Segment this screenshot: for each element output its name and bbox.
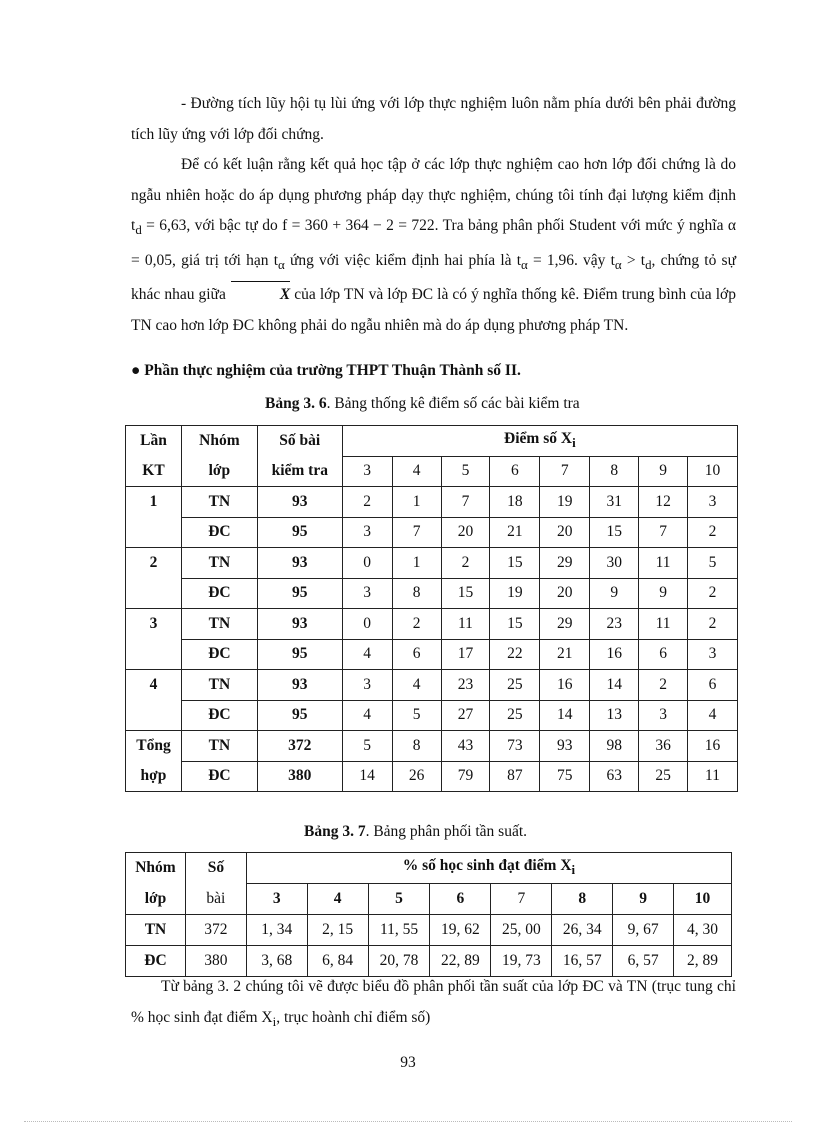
text-segment: Từ bảng 3. 2 chúng tôi vẽ được biểu đồ phân phối tần suất của lớp ĐC và TN (trục tung chỉ % học sinh đạt điểm X — [131, 978, 736, 1026]
cell-value: 73 — [490, 731, 540, 762]
caption-label: Bảng 3. 7 — [304, 823, 366, 840]
frequency-distribution-table — [125, 852, 732, 977]
header-text: % số học sinh đạt điểm X — [402, 857, 572, 875]
cell-value: 5 — [392, 700, 441, 731]
cell-count: 372 — [185, 915, 246, 946]
header-kiem-tra: kiểm tra — [257, 456, 342, 487]
cell-value: 4 — [392, 670, 441, 701]
header-nhom: Nhóm — [181, 426, 257, 457]
cell-value: 20 — [540, 517, 590, 548]
cell-value: 16 — [688, 731, 738, 762]
cell-value: 25 — [490, 670, 540, 701]
cell-value: 3 — [342, 578, 392, 609]
col-score: 10 — [688, 456, 738, 487]
cell-value: 15 — [590, 517, 639, 548]
cell-count: 95 — [257, 700, 342, 731]
subscript: α — [278, 256, 285, 272]
text-segment: Để có kết luận rằng kết quả học tập ở các lớp thực nghiệm cao hơn lớp đối chứng là do ngẫu nhiên hoặc do áp dụng phương pháp dạy thực nghiệm, chúng tôi tính đại lượng kiểm định t — [131, 156, 736, 234]
subscript: α — [614, 256, 622, 272]
cell-value: 1, 34 — [246, 915, 307, 946]
cell-value: 0 — [342, 548, 392, 579]
paragraph-text: - Đường tích lũy hội tụ lùi ứng với lớp thực nghiệm luôn nằm phía dưới bên phải đường tích lũy ứng với lớp đối chứng. — [131, 95, 736, 143]
header-bai: bài — [185, 884, 246, 915]
cell-value: 25 — [490, 700, 540, 731]
cell-value: 6, 57 — [613, 946, 674, 977]
cell-value: 15 — [490, 609, 540, 640]
cell-value: 14 — [540, 700, 590, 731]
cell-value: 11 — [688, 761, 738, 792]
col-score: 10 — [674, 884, 732, 915]
cell-value: 22, 89 — [430, 946, 491, 977]
table-row — [126, 609, 738, 640]
table-row — [126, 700, 738, 731]
cell-value: 15 — [441, 578, 490, 609]
cell-value: 4 — [342, 700, 392, 731]
table-header-row — [126, 456, 738, 487]
cell-group: ĐC — [126, 946, 186, 977]
table-header-row — [126, 884, 732, 915]
cell-count: 93 — [257, 487, 342, 518]
cell-value: 6, 84 — [307, 946, 368, 977]
cell-value: 2 — [639, 670, 688, 701]
cell-value: 26 — [392, 761, 441, 792]
cell-value: 23 — [590, 609, 639, 640]
cell-value: 19 — [490, 578, 540, 609]
row-group-label: 3 — [126, 609, 182, 640]
subscript: d — [645, 256, 652, 272]
cell-value: 2, 15 — [307, 915, 368, 946]
text-segment: , trục hoành chỉ điểm số) — [276, 1008, 431, 1026]
col-score: 6 — [430, 884, 491, 915]
cell-count: 95 — [257, 578, 342, 609]
paragraph-t-test — [131, 150, 736, 341]
cell-value: 9 — [639, 578, 688, 609]
cell-value: 5 — [342, 731, 392, 762]
text-segment: ứng với việc kiểm định hai phía là t — [284, 251, 522, 269]
cell-value: 7 — [639, 517, 688, 548]
cell-count: 93 — [257, 548, 342, 579]
cell-value: 21 — [490, 517, 540, 548]
subscript: i — [572, 435, 576, 451]
cell-value: 4, 30 — [674, 915, 732, 946]
cell-value: 21 — [540, 639, 590, 670]
cell-value: 20, 78 — [368, 946, 430, 977]
table-row — [126, 578, 738, 609]
cell-value: 2 — [688, 578, 738, 609]
cell-value: 0 — [342, 609, 392, 640]
cell-group: ĐC — [181, 761, 257, 792]
header-so-bai: Số bài — [257, 426, 342, 457]
row-group-label: 4 — [126, 670, 182, 701]
table1-caption — [265, 395, 580, 413]
cell-value: 2 — [392, 609, 441, 640]
col-score: 8 — [590, 456, 639, 487]
cell-value: 3 — [342, 517, 392, 548]
caption-text: . Bảng thống kê điểm số các bài kiểm tra — [326, 395, 580, 412]
cell-value: 3, 68 — [246, 946, 307, 977]
header-diem-so — [342, 426, 737, 457]
table-row — [126, 731, 738, 762]
col-score: 3 — [342, 456, 392, 487]
cell-value: 11 — [639, 609, 688, 640]
cell-group: ĐC — [181, 700, 257, 731]
caption-text: . Bảng phân phối tần suất. — [365, 823, 528, 840]
header-so: Số — [185, 853, 246, 884]
row-group-label-cont — [126, 517, 182, 548]
subscript: α — [521, 256, 528, 272]
cell-value: 18 — [490, 487, 540, 518]
cell-value: 19 — [540, 487, 590, 518]
cell-value: 6 — [392, 639, 441, 670]
row-group-label: 1 — [126, 487, 182, 518]
col-score: 7 — [491, 884, 552, 915]
header-lan: Lần — [126, 426, 182, 457]
cell-group: TN — [181, 670, 257, 701]
cell-value: 19, 62 — [430, 915, 491, 946]
col-score: 9 — [639, 456, 688, 487]
table-row — [126, 517, 738, 548]
cell-value: 20 — [540, 578, 590, 609]
col-score: 4 — [307, 884, 368, 915]
header-text: Điểm số X — [504, 430, 573, 448]
cell-value: 23 — [441, 670, 490, 701]
cell-value: 16, 57 — [552, 946, 613, 977]
cell-value: 14 — [342, 761, 392, 792]
header-nhom: Nhóm — [126, 853, 186, 884]
cell-value: 19, 73 — [491, 946, 552, 977]
cell-value: 2, 89 — [674, 946, 732, 977]
header-lop: lớp — [126, 884, 186, 915]
cell-count: 372 — [257, 731, 342, 762]
cell-value: 4 — [342, 639, 392, 670]
page-number: 93 — [400, 1054, 416, 1071]
cell-count: 95 — [257, 639, 342, 670]
row-group-label-cont — [126, 700, 182, 731]
cell-value: 26, 34 — [552, 915, 613, 946]
col-score: 6 — [490, 456, 540, 487]
cell-value: 27 — [441, 700, 490, 731]
section-heading: ● Phần thực nghiệm của trường THPT Thuận Thành số II. — [131, 362, 521, 379]
cell-value: 22 — [490, 639, 540, 670]
table2-caption — [304, 823, 527, 841]
cell-value: 25 — [639, 761, 688, 792]
cell-value: 15 — [490, 548, 540, 579]
cell-value: 11 — [441, 609, 490, 640]
table-row — [126, 915, 732, 946]
cell-value: 11, 55 — [368, 915, 430, 946]
table-row — [126, 761, 738, 792]
table-row — [126, 487, 738, 518]
cell-group: ĐC — [181, 578, 257, 609]
text-segment: = 1,96. vậy t — [527, 251, 615, 269]
row-group-label-cont — [126, 639, 182, 670]
cell-group: TN — [126, 915, 186, 946]
cell-value: 2 — [441, 548, 490, 579]
subscript: i — [571, 862, 576, 878]
paragraph-cumulative-curve — [131, 89, 736, 150]
text-segment: = 6,63, với bậc tự do f = 360 + 364 − 2 = 722. Tra bảng phân phối Student với mức ý nghĩa α = 0,05, giá trị tới hạn t — [131, 217, 736, 269]
cell-value: 5 — [688, 548, 738, 579]
cell-group: TN — [181, 487, 257, 518]
cell-value: 3 — [688, 639, 738, 670]
col-score: 3 — [246, 884, 307, 915]
row-group-label-cont — [126, 578, 182, 609]
cell-value: 75 — [540, 761, 590, 792]
col-score: 9 — [613, 884, 674, 915]
cell-count: 93 — [257, 670, 342, 701]
cell-value: 36 — [639, 731, 688, 762]
table-header-row — [126, 853, 732, 884]
header-percent — [246, 853, 731, 884]
cell-value: 2 — [688, 517, 738, 548]
cell-value: 25, 00 — [491, 915, 552, 946]
cell-value: 1 — [392, 548, 441, 579]
cell-value: 7 — [441, 487, 490, 518]
cell-count: 380 — [257, 761, 342, 792]
table-row — [126, 639, 738, 670]
col-score: 8 — [552, 884, 613, 915]
cell-value: 7 — [392, 517, 441, 548]
cell-value: 98 — [590, 731, 639, 762]
cell-value: 29 — [540, 609, 590, 640]
cell-value: 1 — [392, 487, 441, 518]
cell-value: 8 — [392, 578, 441, 609]
cell-value: 93 — [540, 731, 590, 762]
text-segment: , chứng tỏ sự khác nhau giữa — [131, 251, 736, 304]
col-score: 7 — [540, 456, 590, 487]
text-segment: > t — [621, 251, 646, 269]
cell-value: 4 — [688, 700, 738, 731]
cell-value: 30 — [590, 548, 639, 579]
cell-value: 12 — [639, 487, 688, 518]
cell-value: 3 — [639, 700, 688, 731]
cell-value: 29 — [540, 548, 590, 579]
cell-value: 20 — [441, 517, 490, 548]
cell-value: 79 — [441, 761, 490, 792]
cell-value: 13 — [590, 700, 639, 731]
cell-value: 16 — [590, 639, 639, 670]
col-score: 5 — [441, 456, 490, 487]
header-lop: lớp — [181, 456, 257, 487]
caption-label: Bảng 3. 6 — [265, 395, 327, 412]
text-segment: của lớp TN và lớp ĐC là có ý nghĩa thống kê. Điểm trung bình của lớp TN cao hơn lớp ĐC không phải do ngẫu nhiên mà do áp dụng phương pháp TN. — [131, 286, 736, 334]
subscript: d — [135, 222, 142, 238]
cell-value: 3 — [342, 670, 392, 701]
cell-value: 63 — [590, 761, 639, 792]
row-group-label: 2 — [126, 548, 182, 579]
cell-group: ĐC — [181, 517, 257, 548]
cell-value: 31 — [590, 487, 639, 518]
col-score: 4 — [392, 456, 441, 487]
table-header-row — [126, 426, 738, 457]
row-group-label: Tổng — [126, 731, 182, 762]
cell-group: TN — [181, 731, 257, 762]
score-statistics-table — [125, 425, 738, 792]
cell-group: ĐC — [181, 639, 257, 670]
cell-count: 95 — [257, 517, 342, 548]
cell-value: 2 — [688, 609, 738, 640]
cell-group: TN — [181, 609, 257, 640]
cell-group: TN — [181, 548, 257, 579]
row-group-label-cont: hợp — [126, 761, 182, 792]
cell-value: 11 — [639, 548, 688, 579]
cell-value: 16 — [540, 670, 590, 701]
cell-count: 93 — [257, 609, 342, 640]
col-score: 5 — [368, 884, 430, 915]
cell-value: 43 — [441, 731, 490, 762]
cell-value: 87 — [490, 761, 540, 792]
cell-value: 9, 67 — [613, 915, 674, 946]
cell-value: 2 — [342, 487, 392, 518]
table-row — [126, 548, 738, 579]
cell-value: 17 — [441, 639, 490, 670]
page-bottom-divider — [24, 1121, 792, 1122]
paragraph-chart-note — [131, 972, 736, 1037]
cell-value: 3 — [688, 487, 738, 518]
cell-value: 6 — [639, 639, 688, 670]
cell-value: 6 — [688, 670, 738, 701]
subscript: i — [272, 1013, 277, 1029]
table-row — [126, 670, 738, 701]
cell-value: 9 — [590, 578, 639, 609]
x-bar-symbol: X — [230, 280, 290, 311]
header-kt: KT — [126, 456, 182, 487]
cell-value: 14 — [590, 670, 639, 701]
cell-value: 8 — [392, 731, 441, 762]
cell-count: 380 — [185, 946, 246, 977]
